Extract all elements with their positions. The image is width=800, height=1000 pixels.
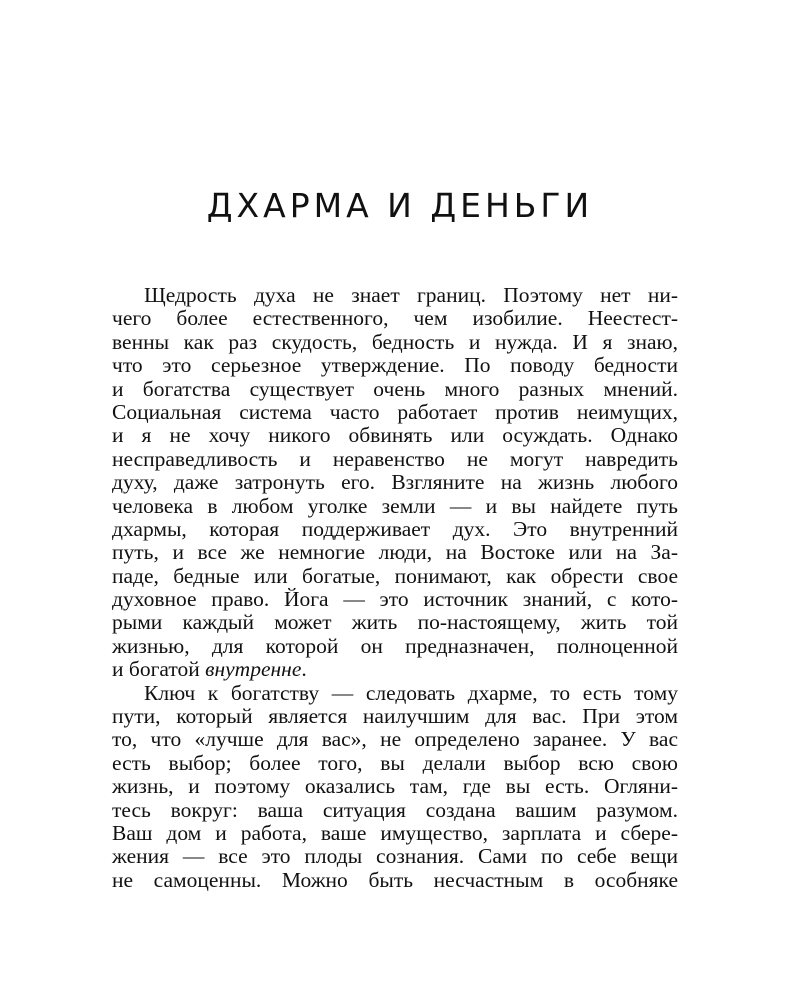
- paragraph: [112, 284, 678, 682]
- text-line: человека в любом уголке земли — и вы найдете путь: [112, 493, 678, 518]
- text-line: есть выбор; более того, вы делали выбор всю свою: [112, 750, 678, 775]
- text-line: несправедливость и неравенство не могут навредить: [112, 446, 678, 471]
- chapter-title: ДХАРМА И ДЕНЬГИ: [206, 186, 594, 225]
- text-line: венны как раз скудость, бедность и нужда. И я знаю,: [112, 329, 678, 354]
- text-run: .: [301, 657, 307, 682]
- text-line: не самоценны. Можно быть несчастным в особняке: [112, 867, 678, 892]
- text-line: духу, даже затронуть его. Взгляните на жизнь любого: [112, 470, 678, 495]
- text-line: жизнь, и поэтому оказались там, где вы есть. Огляни-: [112, 774, 678, 799]
- text-line: [112, 658, 678, 681]
- text-line: пути, который является наилучшим для вас. При этом: [112, 704, 678, 729]
- text-line: дхармы, которая поддерживает дух. Это внутренний: [112, 516, 678, 541]
- text-line: Социальная система часто работает против неимущих,: [112, 399, 678, 424]
- paragraph: [112, 682, 678, 893]
- text-line: Ключ к богатству — следовать дхарме, то есть тому: [144, 680, 678, 705]
- text-line: и богатства существует очень много разных мнений.: [112, 376, 678, 401]
- emphasis-text: внутренне: [205, 657, 302, 682]
- text-line: и я не хочу никого обвинять или осуждать. Однако: [112, 423, 678, 448]
- text-run: и богатой: [112, 657, 206, 682]
- text-line: паде, бедные или богатые, понимают, как обрести свое: [112, 563, 678, 588]
- text-line: Ваш дом и работа, ваше имущество, зарплата и сбере-: [112, 820, 678, 845]
- text-line: жизнью, для которой он предназначен, полноценной: [112, 633, 678, 658]
- body-text: [112, 284, 678, 892]
- text-line: то, что «лучше для вас», не определено заранее. У вас: [112, 727, 678, 752]
- text-line: рыми каждый может жить по-настоящему, жить той: [112, 610, 678, 635]
- text-line: чего более естественного, чем изобилие. Неестест-: [112, 306, 678, 331]
- text-line: тесь вокруг: ваша ситуация создана вашим разумом.: [112, 797, 678, 822]
- text-line: путь, и все же немногие люди, на Востоке или на За-: [112, 540, 678, 565]
- text-line: духовное право. Йога — это источник знаний, с кото-: [112, 587, 678, 612]
- text-line: жения — все это плоды сознания. Сами по себе вещи: [112, 844, 678, 869]
- text-line: Щедрость духа не знает границ. Поэтому нет ни-: [144, 283, 678, 307]
- text-line: что это серьезное утверждение. По поводу бедности: [112, 353, 678, 378]
